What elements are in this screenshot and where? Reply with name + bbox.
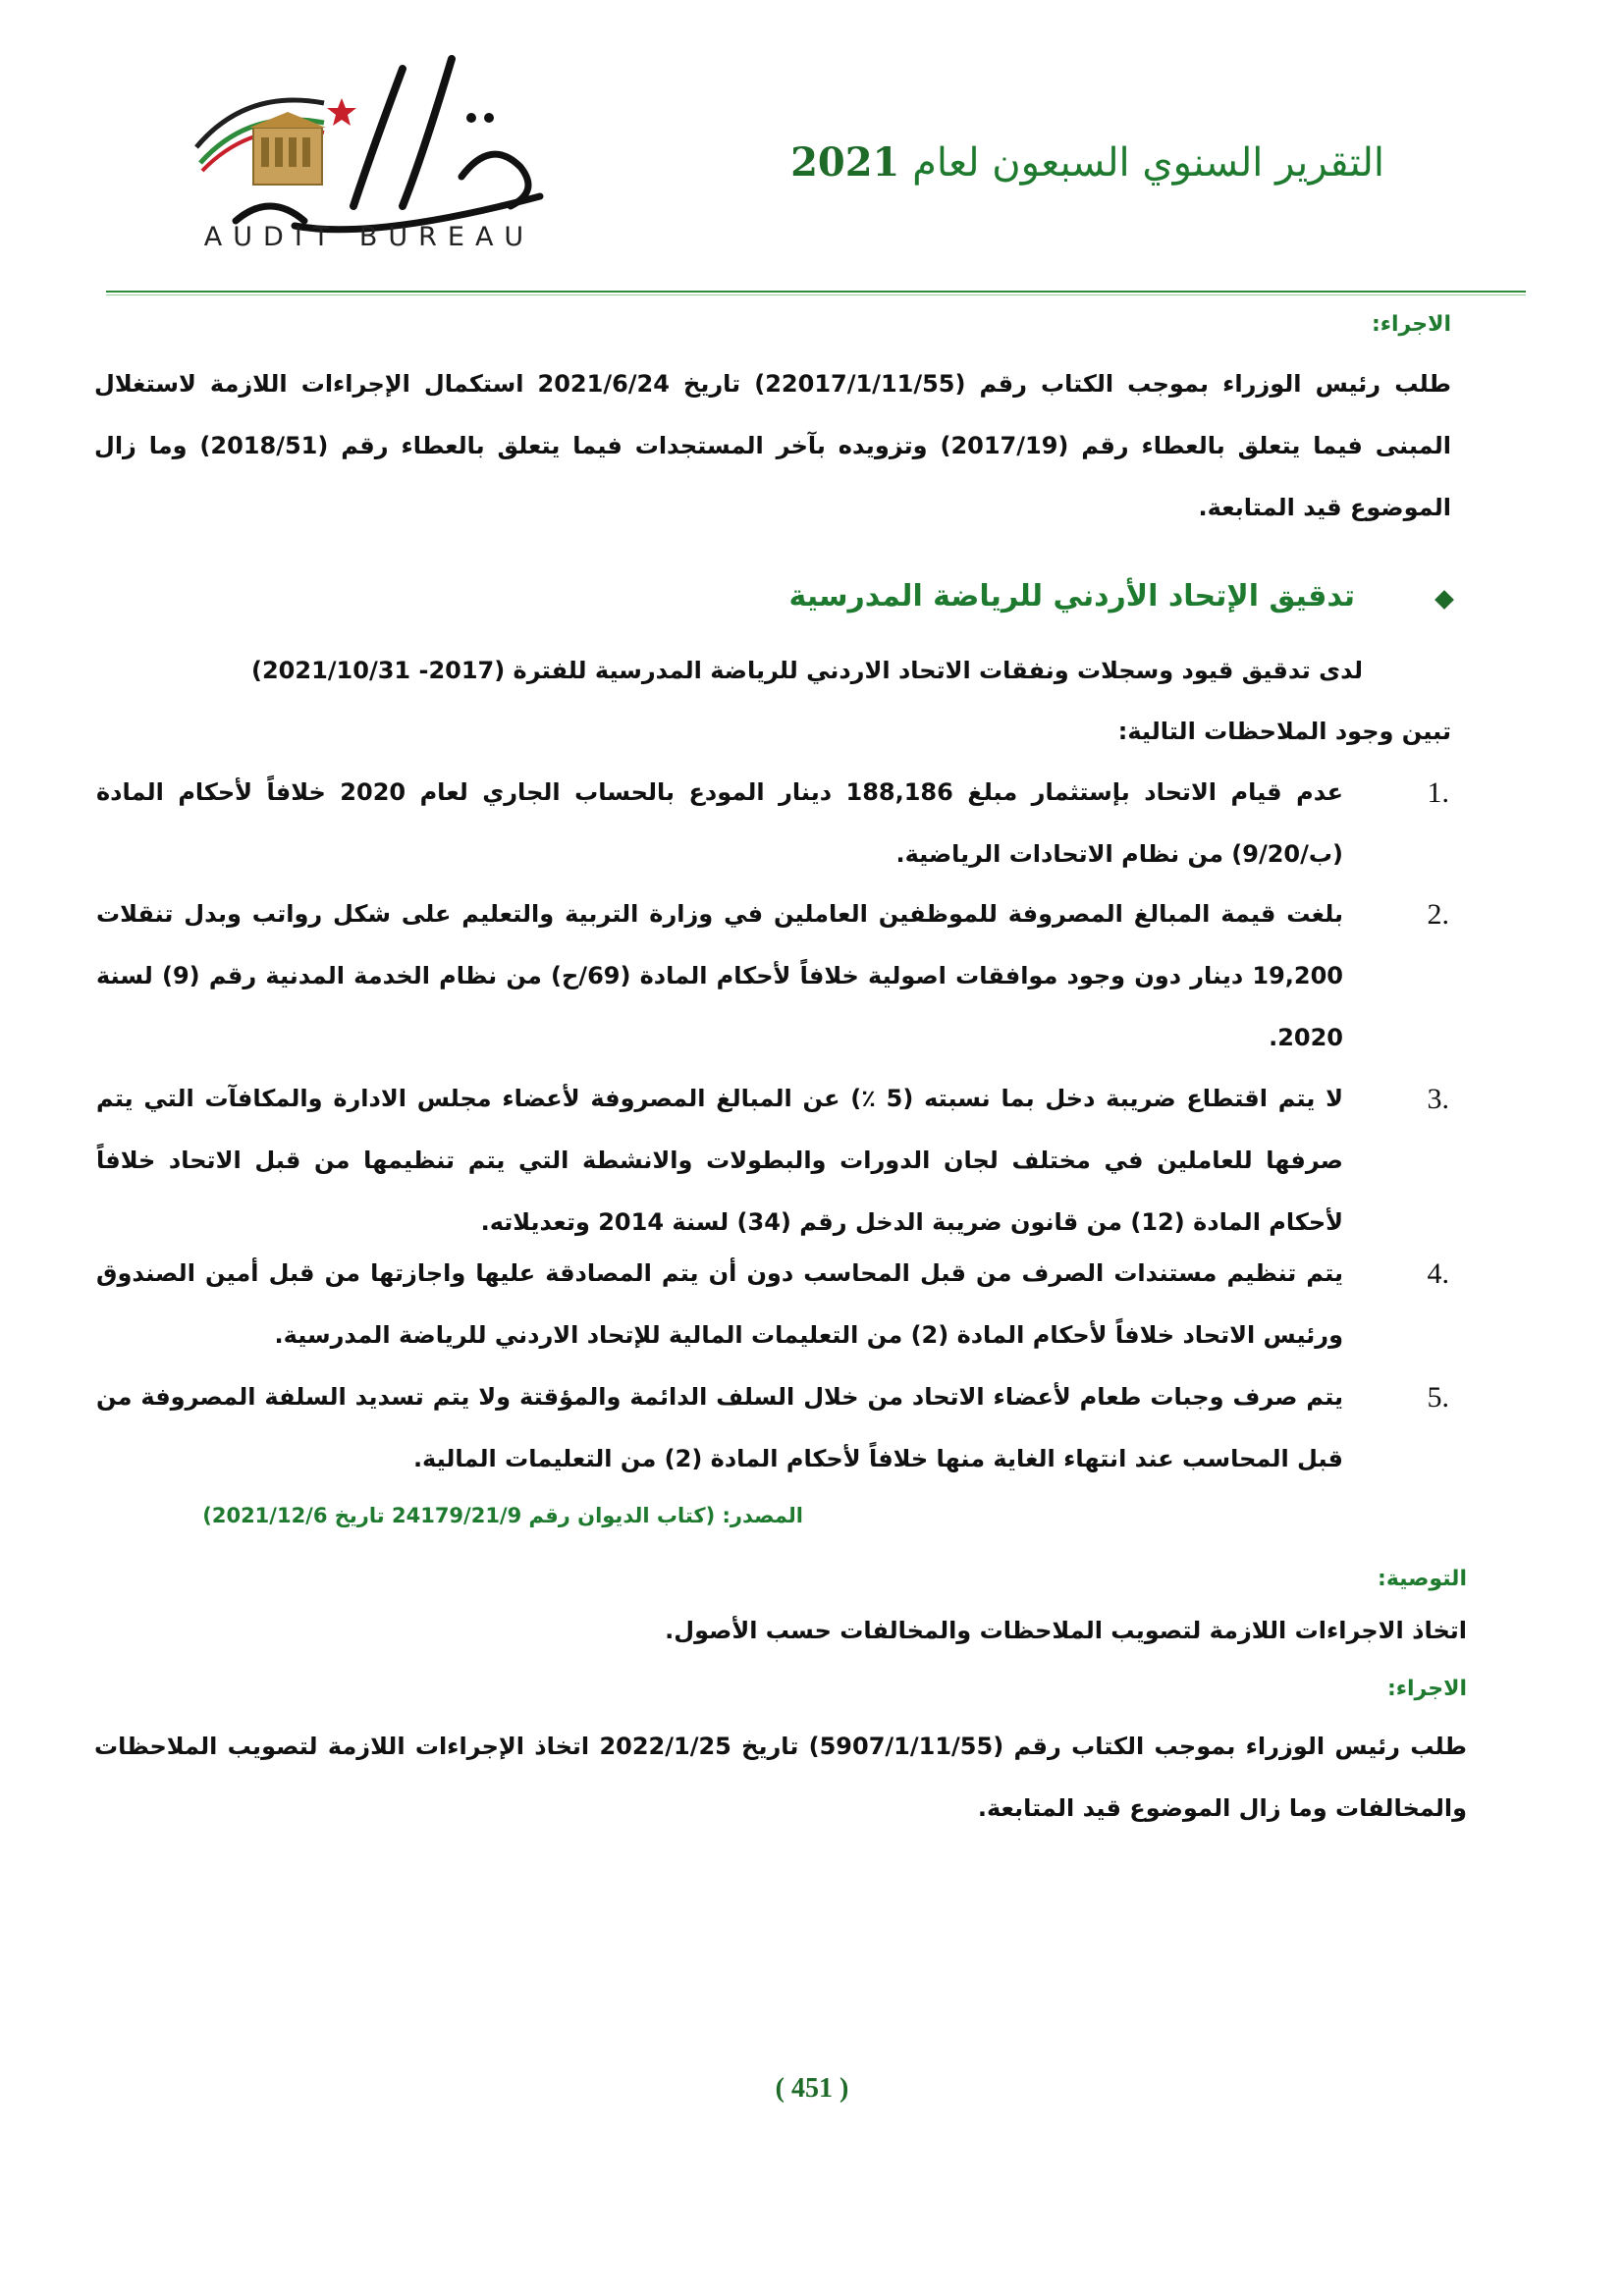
recommendation-text: اتخاذ الاجراءات اللازمة لتصويب الملاحظات والمخالفات حسب الأصول. — [665, 1617, 1467, 1644]
section-intro-2: تبين وجود الملاحظات التالية: — [1117, 718, 1451, 745]
list-item-text: بلغت قيمة المبالغ المصروفة للموظفين العاملين في وزارة التربية والتعليم على شكل رواتب وبدل تنقلات 19,200 دينار دون وجود موافقات اصولية خلافاً لأحكام المادة (69/ح) من نظام الخدمة المدنية رقم (9) لسنة 2020. — [96, 900, 1344, 1051]
recommendation-label: التوصية: — [1378, 1567, 1467, 1591]
section-heading: تدقيق الإتحاد الأردني للرياضة المدرسية — [788, 579, 1355, 614]
list-item — [98, 883, 1449, 1070]
section-intro: لدى تدقيق قيود وسجلات ونفقات الاتحاد الاردني للرياضة المدرسية للفترة (2017- 2021/10/31) — [251, 657, 1363, 684]
bullet-diamond-icon — [1435, 590, 1454, 610]
list-item — [98, 1366, 1449, 1488]
action-paragraph-2: طلب رئيس الوزراء بموجب الكتاب رقم (5907/1/11/55) تاريخ 2022/1/25 اتخاذ الإجراءات اللازمة لتصويب الملاحظات والمخالفات وما زال الموضوع قيد المتابعة. — [94, 1733, 1467, 1822]
list-item-text: لا يتم اقتطاع ضريبة دخل بما نسبته (5 ٪) عن المبالغ المصروفة لأعضاء مجلس الادارة والمكافآت التي يتم صرفها للعاملين في مختلف لجان الدورات والبطولات والانشطة التي يتم تنظيمها من قبل الاتحاد خلافاً لأحكام المادة (12) من قانون ضريبة الدخل رقم (34) لسنة 2014 وتعديلاته. — [96, 1085, 1343, 1236]
list-item-number: 5. — [1427, 1381, 1449, 1414]
header-divider — [106, 291, 1526, 293]
list-item-text: يتم تنظيم مستندات الصرف من قبل المحاسب دون أن يتم المصادقة عليها واجازتها من قبل أمين الصندوق ورئيس الاتحاد خلافاً لأحكام المادة (2) من التعليمات المالية للإتحاد الاردني للرياضة المدرسية. — [96, 1259, 1343, 1349]
action-label-2: الاجراء: — [1386, 1677, 1467, 1701]
report-title — [790, 139, 1384, 186]
list-item — [98, 1243, 1449, 1364]
list-item-text: يتم صرف وجبات طعام لأعضاء الاتحاد من خلال السلف الدائمة والمؤقتة ولا يتم تسديد السلفة المصروفة من قبل المحاسب عند انتهاء الغاية منها خلافاً لأحكام المادة (2) من التعليمات المالية. — [96, 1383, 1343, 1472]
logo-english-text: AUDIT BUREAU — [203, 222, 535, 252]
list-item — [98, 762, 1449, 883]
action-paragraph-1: طلب رئيس الوزراء بموجب الكتاب رقم (22017/1/11/55) تاريخ 2021/6/24 استكمال الإجراءات اللازمة لاستغلال المبنى فيما يتعلق بالعطاء رقم (2017/19) وتزويده بآخر المستجدات فيما يتعلق بالعطاء رقم (2018/51) وما زال الموضوع قيد المتابعة. — [94, 370, 1452, 521]
report-title-text: التقرير السنوي السبعون لعام — [912, 140, 1384, 186]
header-divider-light — [106, 294, 1526, 295]
list-item-number: 3. — [1427, 1083, 1449, 1115]
source-reference: المصدر: (كتاب الديوان رقم 24179/21/9 تاريخ 2021/12/6) — [202, 1504, 803, 1527]
page-number: ( 451 ) — [775, 2073, 849, 2104]
list-item-number: 1. — [1427, 776, 1449, 809]
list-item-text: عدم قيام الاتحاد بإستثمار مبلغ 188,186 دينار المودع بالحساب الجاري لعام 2020 خلافاً لأحكام المادة (ب/9/20) من نظام الاتحادات الرياضية. — [96, 778, 1343, 868]
action-label-1: الاجراء: — [1371, 312, 1451, 337]
report-year: 2021 — [790, 139, 900, 186]
list-item-number: 2. — [1427, 898, 1449, 931]
list-item-number: 4. — [1427, 1257, 1449, 1290]
